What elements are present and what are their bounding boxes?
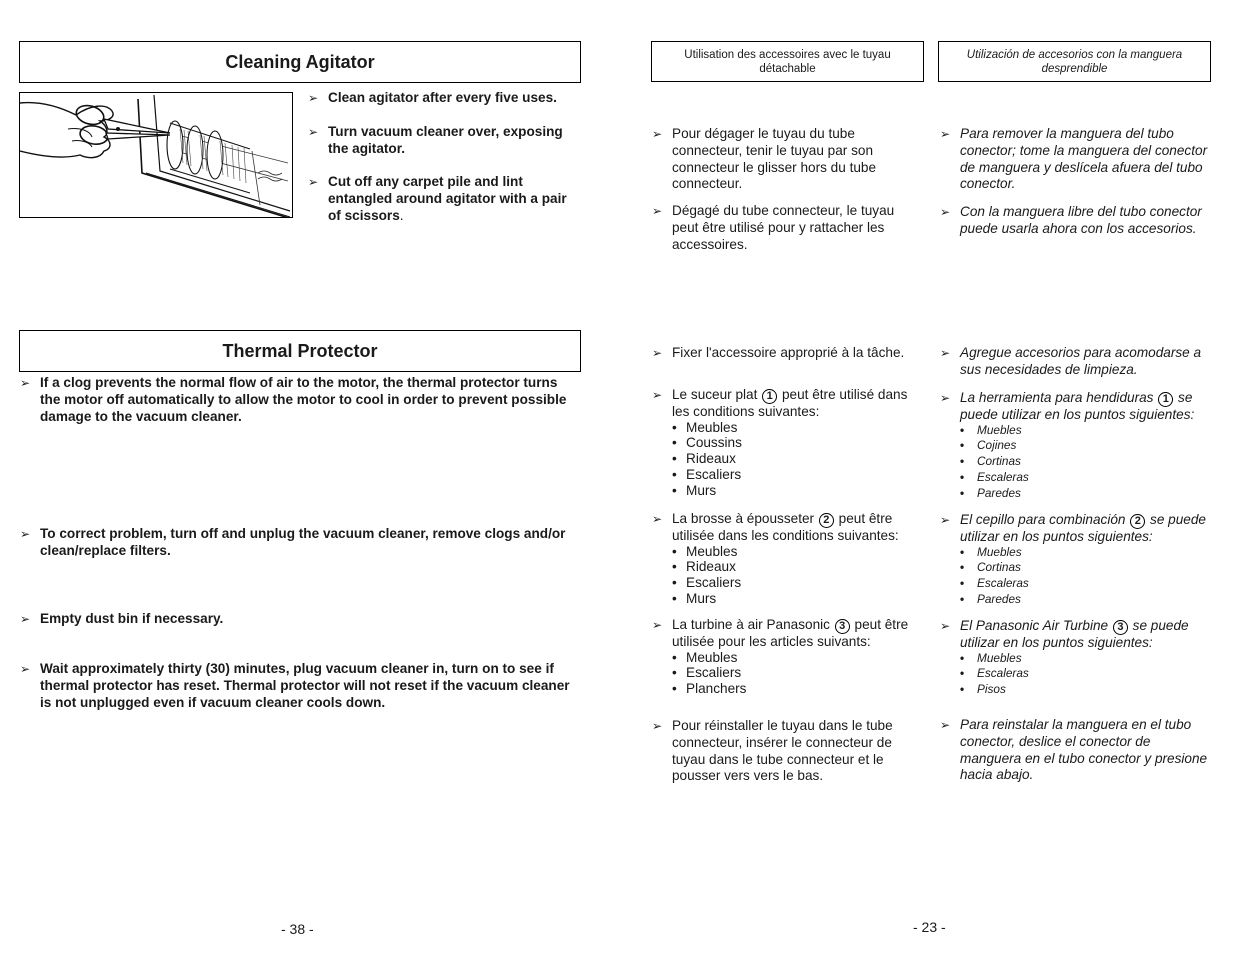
french-para-3: ➢ Fixer l'accessoire approprié à la tâche. (652, 345, 905, 360)
spanish-tool-1-list (960, 423, 1212, 502)
list-item: • Muebles (960, 544, 1022, 559)
french-tool-1: ➢ Le suceur plat 1 peut être utilisé dans les conditions suivantes: • Meubles • Coussins • Rideaux • Escaliers • Murs (652, 387, 922, 498)
arrow-bullet-icon: ➢ (652, 512, 663, 526)
list-item: ➢ Turn vacuum cleaner over, exposing the agitator. (308, 123, 563, 156)
list-item: • Escaleras (960, 666, 1029, 681)
arrow-bullet-icon: ➢ (940, 619, 951, 633)
thermal-step-1: ➢ If a clog prevents the normal flow of air to the motor, the thermal protector turns the motor off automatically to allow the motor to cool in order to prevent possible damage to the vacuum cleaner. (20, 375, 567, 424)
arrow-bullet-icon: ➢ (652, 204, 663, 218)
list-item: • Escaliers (672, 665, 742, 681)
spanish-header-box (938, 41, 1211, 82)
spanish-para-3: ➢ Agregue accesorios para acomodarse a sus necesidades de limpieza. (940, 345, 1202, 377)
list-item: • Muebles (960, 650, 1022, 665)
spanish-tool-3: ➢ El Panasonic Air Turbine 3 se puede utilizar en los puntos siguientes: • Muebles • Escaleras • Pisos (940, 618, 1212, 698)
list-item: • Escaleras (960, 469, 1029, 484)
list-item: • Pisos (960, 682, 1006, 697)
right-page-number: - 23 - (913, 919, 946, 935)
list-item: ➢ Cut off any carpet pile and lint entangled around agitator with a pair of scissors. (308, 174, 567, 223)
arrow-bullet-icon: ➢ (308, 124, 319, 139)
number-1-icon: 1 (762, 389, 777, 404)
list-item: • Rideaux (672, 451, 736, 467)
list-item: • Meubles (672, 649, 738, 665)
thermal-step-4: ➢ Wait approximately thirty (30) minutes, plug vacuum cleaner in, turn on to see if thermal protector has reset. Thermal protector will not reset if the vacuum cleaner is not unplugged even if vacuum cleaner cools down. (20, 661, 570, 710)
list-item: • Planchers (672, 681, 747, 697)
spanish-tool-1: ➢ La herramienta para hendiduras 1 se puede utilizar en los puntos siguientes: • Muebles • Cojines • Cortinas • Escaleras • Paredes (940, 390, 1212, 501)
list-item: • Paredes (960, 591, 1021, 606)
number-1-icon: 1 (1158, 392, 1173, 407)
left-page-number: - 38 - (281, 921, 314, 937)
french-tool-3: ➢ La turbine à air Panasonic 3 peut être utilisée pour les articles suivants: • Meubles • Escaliers • Planchers (652, 617, 922, 697)
list-item: ➢ Clean agitator after every five uses. (308, 90, 557, 105)
thermal-step-3: ➢ Empty dust bin if necessary. (20, 611, 224, 626)
arrow-bullet-icon: ➢ (20, 612, 31, 626)
list-item: • Cortinas (960, 560, 1021, 575)
arrow-bullet-icon: ➢ (940, 205, 951, 219)
french-para-2: ➢ Dégagé du tube connecteur, le tuyau peut être utilisé pour y rattacher les accessoires. (652, 203, 895, 252)
list-item: • Escaleras (960, 576, 1029, 591)
list-item: • Meubles (672, 543, 738, 559)
cleaning-agitator-heading-box (19, 41, 581, 83)
list-item: • Muebles (960, 422, 1022, 437)
scissors-agitator-drawing (20, 93, 293, 218)
arrow-bullet-icon: ➢ (20, 662, 31, 676)
french-para-1: ➢ Pour dégager le tuyau du tube connecteur, tenir le tuyau par son connecteur le glisser hors du tube connecteur. (652, 126, 877, 192)
list-item: • Rideaux (672, 559, 736, 575)
french-header: Utilisation des accessoires avec le tuyau détachable (684, 48, 891, 75)
french-tool-2: ➢ La brosse à épousseter 2 peut être utilisée dans les conditions suivantes: • Meubles • Rideaux • Escaliers • Murs (652, 511, 922, 607)
list-item: • Cortinas (960, 454, 1021, 469)
list-item: • Paredes (960, 485, 1021, 500)
number-2-icon: 2 (1130, 514, 1145, 529)
number-3-icon: 3 (1113, 620, 1128, 635)
list-item: • Cojines (960, 438, 1017, 453)
thermal-step-2: ➢ To correct problem, turn off and unplug the vacuum cleaner, remove clogs and/or clean/replace filters. (20, 526, 566, 558)
french-tool-1-list (672, 420, 922, 499)
arrow-bullet-icon: ➢ (940, 391, 951, 405)
list-item: • Escaliers (672, 575, 742, 591)
spanish-para-2: ➢ Con la manguera libre del tubo conector puede usarla ahora con los accesorios. (940, 204, 1202, 236)
arrow-bullet-icon: ➢ (652, 618, 663, 632)
arrow-bullet-icon: ➢ (308, 91, 319, 105)
spanish-para-last: ➢ Para reinstalar la manguera en el tubo conector, deslice el conector de manguera en el tubo conector y presione hacia abajo. (940, 717, 1208, 783)
french-para-last: ➢ Pour réinstaller le tuyau dans le tube connecteur, insérer le connecteur de tuyau dans le tube connecteur et le pousser vers vers le bas. (652, 718, 893, 784)
spanish-tool-2-list (960, 545, 1212, 608)
arrow-bullet-icon: ➢ (308, 175, 319, 190)
agitator-illustration (19, 92, 293, 218)
cleaning-agitator-title: Cleaning Agitator (225, 51, 375, 72)
arrow-bullet-icon: ➢ (652, 346, 663, 360)
number-2-icon: 2 (819, 513, 834, 528)
arrow-bullet-icon: ➢ (20, 376, 31, 390)
french-tool-3-list (672, 650, 922, 697)
thermal-protector-title: Thermal Protector (222, 340, 378, 361)
spanish-tool-3-list (960, 651, 1212, 698)
spanish-para-1: ➢ Para remover la manguera del tubo conector; tome la manguera del conector de manguera y deslícela afuera del tubo conector. (940, 126, 1208, 192)
french-tool-2-list (672, 544, 922, 607)
arrow-bullet-icon: ➢ (940, 346, 951, 360)
list-item: • Escaliers (672, 466, 742, 482)
cleaning-agitator-steps (308, 90, 580, 225)
french-header-box (651, 41, 924, 82)
thermal-protector-heading-box (19, 330, 581, 372)
spanish-header: Utilización de accesorios con la manguera desprendible (966, 48, 1183, 75)
spanish-tool-2: ➢ El cepillo para combinación 2 se puede utilizar en los puntos siguientes: • Muebles • Cortinas • Escaleras • Paredes (940, 512, 1212, 608)
arrow-bullet-icon: ➢ (940, 513, 951, 527)
arrow-bullet-icon: ➢ (652, 719, 663, 733)
number-3-icon: 3 (835, 619, 850, 634)
arrow-bullet-icon: ➢ (20, 527, 31, 541)
arrow-bullet-icon: ➢ (940, 127, 951, 141)
list-item: • Meubles (672, 419, 738, 435)
arrow-bullet-icon: ➢ (940, 718, 951, 732)
list-item: • Murs (672, 590, 717, 606)
list-item: • Coussins (672, 435, 742, 451)
arrow-bullet-icon: ➢ (652, 127, 663, 141)
list-item: • Murs (672, 482, 717, 498)
arrow-bullet-icon: ➢ (652, 388, 663, 402)
